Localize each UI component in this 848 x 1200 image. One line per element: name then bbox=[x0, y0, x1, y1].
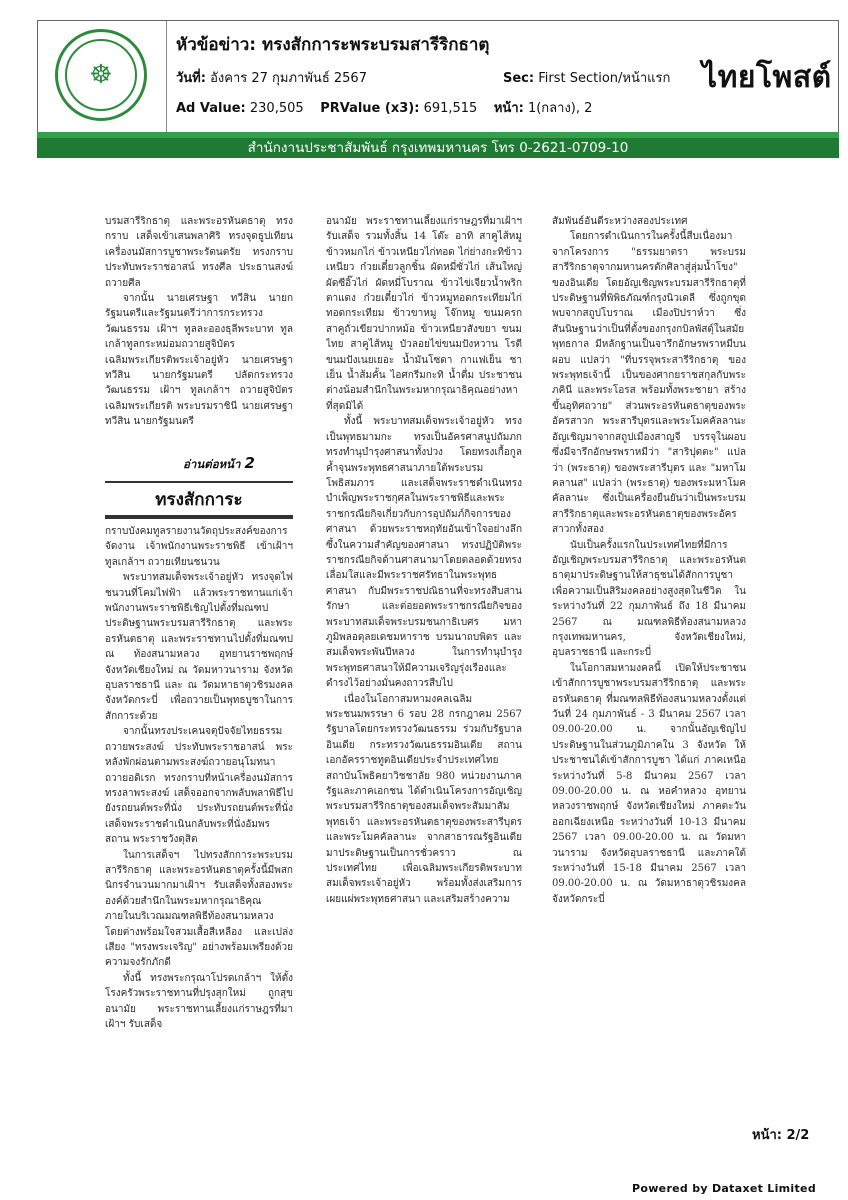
powered-by: Powered by Dataxet Limited bbox=[632, 1182, 816, 1195]
ad-value: 230,505 bbox=[249, 101, 304, 116]
header-divider bbox=[166, 21, 167, 132]
section-value: First Section/หน้าแรก bbox=[538, 71, 671, 86]
paragraph: จากนั้น นายเศรษฐา ทวีสิน นายกรัฐมนตรีและรัฐมนตรีว่าการกระทรวงวัฒนธรรม เฝ้าฯ ทูลละอองธุลีพระบาท ทูลเกล้าทูลกระหม่อมถวายสูจิบัตรเฉลิมพระเกียรติพระเจ้าอยู่หัว นายเศรษฐา ทวีสิน นายกรัฐมนตรี ปลัดกระทรวงวัฒนธรรม เฝ้าฯ ทูลเกล้าฯ ถวายสูจิบัตรเฉลิมพระเกียรติ พระบรมราชินี นายเศรษฐา ทวีสิน นายกรัฐมนตรี bbox=[105, 293, 293, 428]
headline-row bbox=[176, 31, 489, 58]
date-label: วันที่: bbox=[176, 71, 206, 86]
page-indicator-label: หน้า: bbox=[752, 1128, 782, 1143]
section-title: ทรงสักการะ bbox=[155, 490, 243, 510]
section-rule-bottom bbox=[105, 515, 293, 519]
paragraph: พระบาทสมเด็จพระเจ้าอยู่หัว ทรงจุดไฟชนวนที่โคมไฟฟ้า แล้วพระราชทานแก่เจ้าพนักงานพระราชพิธีเชิญไปตั้งที่มณฑปประดิษฐานพระบรมสารีริกธาตุ และพระอรหันตธาตุ และพระราชทานไปตั้งที่มณฑปณ ท้องสนามหลวง อุทยานราชพฤกษ์ จังหวัดเชียงใหม่ ณ วัดมหาวนาราม จังหวัดอุบลราชธานี และ ณ วัดมหาธาตุวชิรมงคล จังหวัดกระบี่ เพื่อถวายเป็นพุทธบูชาในการสักการะด้วย bbox=[105, 572, 293, 722]
paragraph: อนามัย พระราชทานเลี้ยงแก่ราษฎรที่มาเฝ้าฯ รับเสด็จ รวมทั้งสิ้น 14 โต๊ะ อาทิ สาคูไส้หมู ข้าวหมกไก่ ข้าวเหนียวไก่ทอด ไก่ย่างกะทิข้าวเหนียว ก๋วยเตี๋ยวลูกชิ้น ผัดหมี่ซั่วไก่ เส้นใหญ่ผัดซีอิ๊วไก่ ผัดหมี่โบราณ ข้าวไข่เจียวน้ำพริกตาแดง ก๋วยเตี๋ยวไก่ ข้าวหมูทอดกระเทียมไก่ทอดกระเทียม ข้าวขาหมู โจ๊กหมู ขนมครก สาคูถั่วเขียวปากหม้อ ข้าวเหนียวสังขยา ขนมไทย สาคูไส้หมู บัวลอยไข่ขนมปังหวาน โรตี ขนมปังเนยเยอะ น้ำมันโซดา กาแฟเย็น ชาเย็น น้ำส้มคั้น ไอศกรีมกะทิ น้ำดื่ม ประชาชนต่างน้อมสำนึกในพระมหากรุณาธิคุณอย่างหาที่สุดมิได้ bbox=[326, 216, 522, 412]
continued-note bbox=[180, 454, 255, 474]
paragraph: กราบบังคมทูลรายงานวัตถุประสงค์ของการจัดงาน เจ้าพนักงานพระราชพิธี เข้าเฝ้าฯ ทูลเกล้าฯ ถวายเทียนชนวน bbox=[105, 526, 293, 568]
value-row bbox=[176, 97, 592, 118]
pr-value-label: PRValue (x3): bbox=[320, 101, 420, 116]
paragraph: บรมสารีริกธาตุ และพระอรหันตธาตุ ทรงกราบ เสด็จเข้าเสนพลาศิริ ทรงจุดธูปเทียนเครื่องนมัสการบูชาพระรัตนตรัย ทรงกราบประทับพระราชอาสน์ ทรงศีล ประธานสงฆ์ถวายศีล bbox=[105, 216, 293, 289]
clipping-header bbox=[37, 20, 839, 133]
article-column-1-bottom bbox=[105, 524, 293, 1076]
article-column-1-top bbox=[105, 214, 293, 476]
paragraph: จากนั้นทรงประเคนจตุปัจจัยไทยธรรมถวายพระสงฆ์ ประทับพระราชอาสน์ พระหลังพักผ่อนตามพระสงฆ์ถวายอนุโมทนาถวายอดิเรก ทรงกราบที่หน้าเครื่องนมัสการทรงลาพระสงฆ์ เสด็จออกจากพลับพลาพิธีไปยังรถยนต์พระที่นั่ง ประทับรถยนต์พระที่นั่ง เสด็จพระราชดำเนินกลับพระที่นั่งอัมพรสถาน พระราชวังดุสิต bbox=[105, 726, 293, 846]
article-column-3 bbox=[552, 214, 746, 974]
page-label: หน้า: bbox=[493, 101, 524, 116]
paragraph: ทั้งนี้ ทรงพระกรุณาโปรดเกล้าฯ ให้ตั้งโรงครัวพระราชทานที่ปรุงสุกใหม่ ถูกสุขอนามัย พระราชทานเลี้ยงแก่ราษฎรที่มาเฝ้าฯ รับเสด็จ bbox=[105, 972, 293, 1030]
date-value: อังคาร 27 กุมภาพันธ์ 2567 bbox=[210, 71, 367, 86]
page-indicator bbox=[752, 1124, 809, 1145]
paragraph: ทั้งนี้ พระบาทสมเด็จพระเจ้าอยู่หัว ทรงเป็นพุทธมามกะ ทรงเป็นอัครศาสนูปถัมภก ทรงทำนุบำรุงศาสนาทั้งปวง โดยทรงเกื้อกูล ค้ำจุนพระพุทธศาสนาภายใต้พระบรมโพธิสมภาร และเสด็จพระราชดำเนินทรงบำเพ็ญพระราชกุศลในพระราชพิธีและพระราชกรณียกิจเกี่ยวกับการอุปถัมภ์กิจการของศาสนา ด้วยพระราชหฤทัยอันเข้าใจอย่างลึกซึ้งในความสำคัญของศาสนา ทรงปฏิบัติพระราชกรณียกิจด้านศาสนามาโดยตลอดด้วยทรงเลื่อมใสและมีพระราชศรัทธาในพระพุทธศาสนา กับมีพระราชปณิธานที่จะทรงสืบสาน รักษา และต่อยอดพระราชกรณียกิจของพระบาทสมเด็จพระบรมชนกาธิเบศร มหาภูมิพลอดุลยเดชมหาราช บรมนาถบพิตร และสมเด็จพระพันปีหลวง ในการทำนุบำรุงพระพุทธศาสนาให้มีความเจริญรุ่งเรืองและดำรงไว้อย่างมั่นคงถาวรสืบไป bbox=[326, 416, 522, 690]
section-rule-top bbox=[105, 481, 293, 483]
ad-value-label: Ad Value: bbox=[176, 101, 246, 116]
office-banner bbox=[37, 132, 839, 158]
continued-page: 2 bbox=[244, 454, 255, 472]
date-row bbox=[176, 67, 367, 88]
office-banner-text: สำนักงานประชาสัมพันธ์ กรุงเทพมหานคร โทร 0-2621-0709-10 bbox=[247, 140, 629, 156]
page-indicator-value: 2/2 bbox=[786, 1128, 810, 1143]
page-value: 1(กลาง), 2 bbox=[527, 101, 593, 116]
headline-label: หัวข้อข่าว: bbox=[176, 35, 257, 55]
paragraph: ในโอกาสมหามงคลนี้ เปิดให้ประชาชนเข้าสักการบูชาพระบรมสารีริกธาตุ และพระอรหันตธาตุ ที่มณฑลพิธีท้องสนามหลวงตั้งแต่วันที่ 24 กุมภาพันธ์ - 3 มีนาคม 2567 เวลา 09.00-20.00 น. จากนั้นอัญเชิญไปประดิษฐานในส่วนภูมิภาคใน 3 จังหวัด ให้ประชาชนได้เข้าสักการบูชา ได้แก่ ภาคเหนือ ระหว่างวันที่ 5-8 มีนาคม 2567 เวลา 09.00-20.00 น. ณ หอคำหลวง อุทยานหลวงราชพฤกษ์ จังหวัดเชียงใหม่ ภาคตะวันออกเฉียงเหนือ ระหว่างวันที่ 10-13 มีนาคม 2567 เวลา 09.00-20.00 น. ณ วัดมหาวนาราม จังหวัดอุบลราชธานี และภาคใต้ ระหว่างวันที่ 15-18 มีนาคม 2567 เวลา 09.00-20.00 น. ณ วัดมหาธาตุวชิรมงคล จังหวัดกระบี่ bbox=[552, 662, 746, 905]
paragraph: นับเป็นครั้งแรกในประเทศไทยที่มีการอัญเชิญพระบรมสารีริกธาตุ และพระอรหันตธาตุมาประดิษฐานให้สาธุชนได้สักการบูชา เพื่อความเป็นสิริมงคลอย่างสูงสุดในชีวิต ในระหว่างวันที่ 22 กุมภาพันธ์ ถึง 18 มีนาคม 2567 ณ มณฑลพิธีท้องสนามหลวง กรุงเทพมหานคร, จังหวัดเชียงใหม่, อุบลราชธานี และกระบี่ bbox=[552, 539, 746, 659]
section-row bbox=[503, 67, 670, 88]
paragraph: เนื่องในโอกาสมหามงคลเฉลิมพระชนมพรรษา 6 รอบ 28 กรกฎาคม 2567 รัฐบาลโดยกระทรวงวัฒนธรรม ร่วมกับรัฐบาลอินเดีย กระทรวงวัฒนธรรมอินเดีย สถานเอกอัครราชทูตอินเดียประจำประเทศไทย สถาบันโพธิคยาวิชชาลัย 980 หน่วยงานภาครัฐและภาคเอกชน ได้ดำเนินโครงการอัญเชิญพระบรมสารีริกธาตุของสมเด็จพระสัมมาสัมพุทธเจ้า และพระอรหันตธาตุของพระสารีบุตรและพระโมคคัลลานะ จากสาธารณรัฐอินเดีย มาประดิษฐานเป็นการชั่วคราว ณ ประเทศไทย เพื่อเฉลิมพระเกียรติพระบาทสมเด็จพระเจ้าอยู่หัว พร้อมทั้งส่งเสริมการเผยแผ่พระพุทธศาสนา และเสริมสร้างความ bbox=[326, 693, 522, 905]
paragraph: ในการเสด็จฯ ไปทรงสักการะพระบรมสารีริกธาตุ และพระอรหันตธาตุครั้งนี้มีพสกนิกรจำนวนมากมาเฝ้าฯ รับเสด็จทั้งสองพระองค์ด้วยสำนึกในพระมหากรุณาธิคุณ ภายในบริเวณมณฑลพิธีท้องสนามหลวง โดยต่างพร้อมใจสวมเสื้อสีเหลือง และเปล่งเสียง "ทรงพระเจริญ" อย่างพร้อมเพรียงด้วยความจงรักภักดี bbox=[105, 849, 293, 969]
paragraph: สัมพันธ์อันดีระหว่างสองประเทศ bbox=[552, 216, 688, 227]
newspaper-logo: ไทยโพสต์ bbox=[702, 60, 832, 95]
section-label: Sec: bbox=[503, 71, 535, 86]
continued-text: อ่านต่อหน้า bbox=[183, 457, 241, 471]
pr-value: 691,515 bbox=[423, 101, 478, 116]
bangkok-city-seal-icon: ☸ bbox=[55, 29, 147, 121]
headline-value: ทรงสักการะพระบรมสารีริกธาตุ bbox=[262, 35, 490, 55]
article-column-2 bbox=[326, 214, 522, 1078]
paragraph: โดยการดำเนินการในครั้งนี้สืบเนื่องมาจากโครงการ "ธรรมยาตรา พระบรมสารีริกธาตุจากมหานครตักศิลาสู่ลุ่มน้ำโขง" ของอินเดีย โดยอัญเชิญพระบรมสารีริกธาตุที่ประดิษฐานที่พิพิธภัณฑ์กรุงนิวเดลี ซึ่งถูกขุดพบจากสถูปโบราณ เมืองปิปราห์วา ซึ่งสันนิษฐานว่าเป็นที่ตั้งของกรุงกบิลพัสดุ์ในสมัยพุทธกาล มีหลักฐานเป็นจารึกอักษรพราหมีบนผอบ แปลว่า "ที่บรรจุพระสารีริกธาตุ ของพระพุทธเจ้านี้ เป็นของศากยราชสกุลกับพระภคินี และพระโอรส พร้อมทั้งพระชายา สร้างขึ้นอุทิศถวาย" ส่วนพระอรหันตธาตุของพระอัครสาวก พระสารีบุตรและพระโมคคัลลานะ อัญเชิญมาจากสถูปเมืองสาญจี บรรจุในผอบซึ่งมีจารึกอักษรพราหมีว่า "สาริปุตตะ" แปลว่า (พระธาตุ) ของพระสารีบุตร และ "มหาโมคลานส" แปลว่า (พระธาตุ) ของพระมหาโมคคัลลานะ ซึ่งเป็นเครื่องยืนยันว่าเป็นพระบรมสารีริกธาตุและพระอรหันตธาตุของพระอัครสาวกทั้งสอง bbox=[552, 231, 746, 536]
